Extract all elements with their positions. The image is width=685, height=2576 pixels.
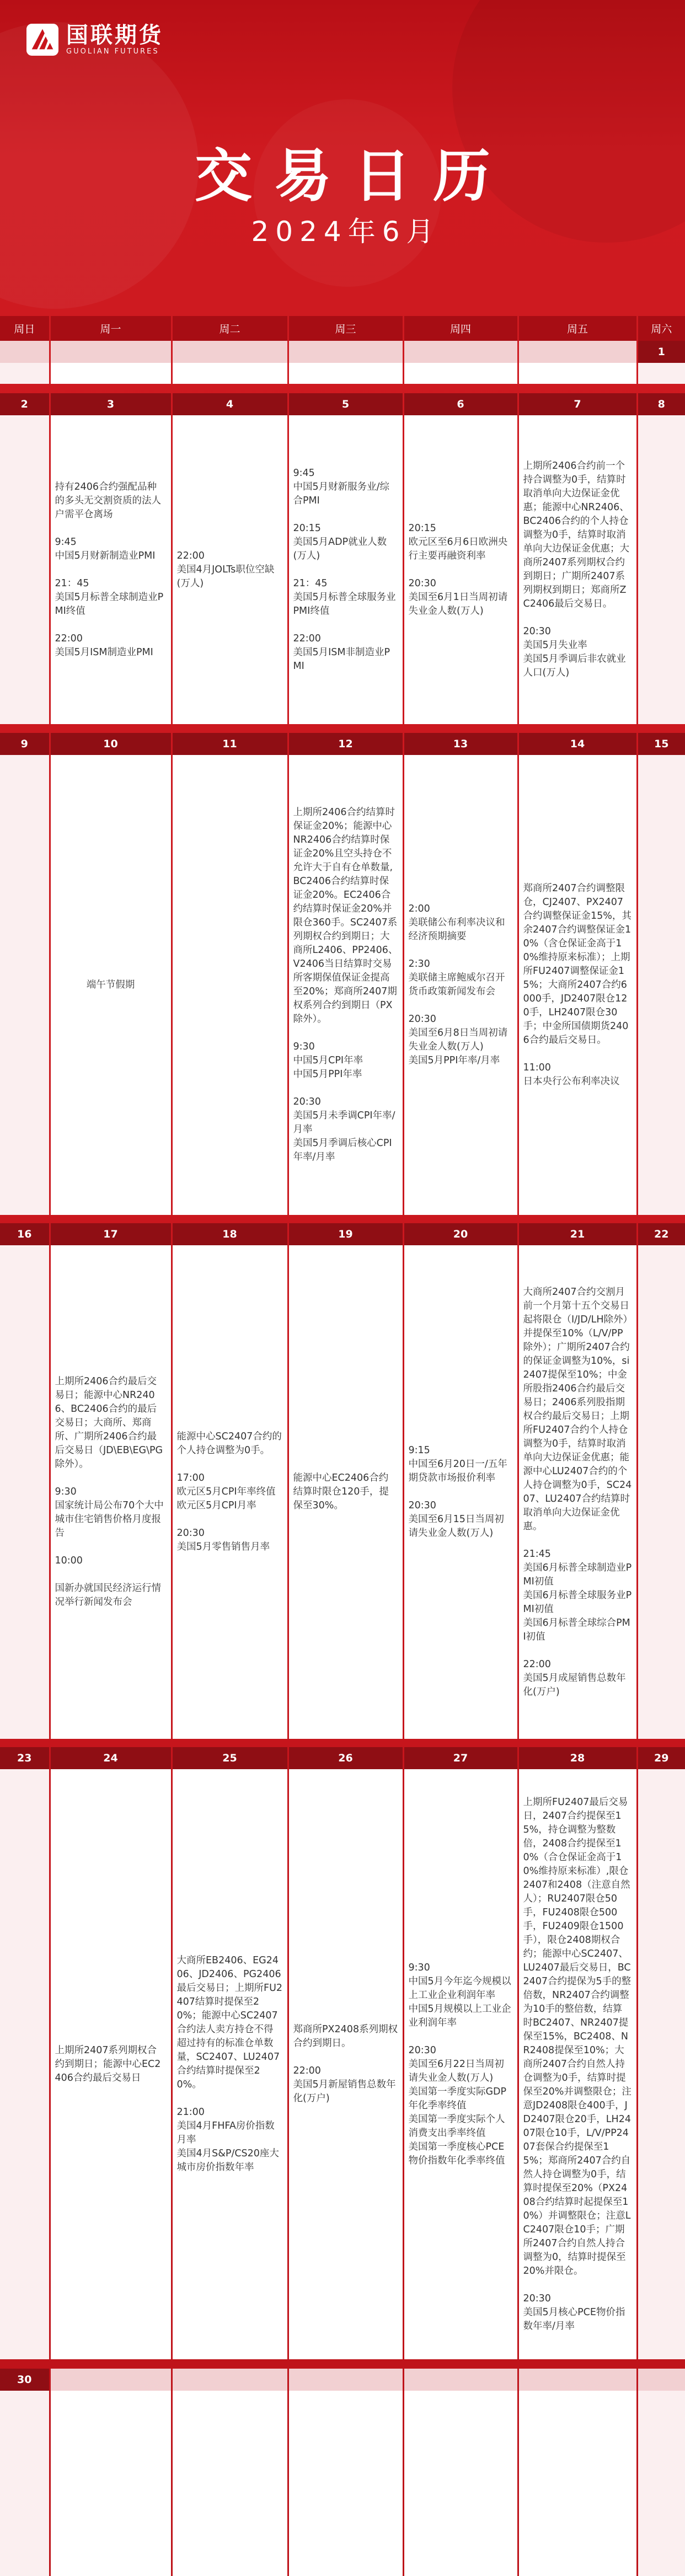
date-number: 23	[0, 1747, 49, 1769]
event-cell	[519, 415, 636, 724]
weekday-header: 周日	[0, 316, 49, 341]
brand-name-en: GUOLIAN FUTURES	[66, 47, 159, 56]
event-cell	[519, 1245, 636, 1739]
date-bar-empty	[289, 2369, 403, 2391]
date-bar-empty	[519, 341, 636, 363]
date-number: 18	[173, 1223, 287, 1245]
event-cell	[173, 1245, 287, 1739]
event-cell	[519, 1769, 636, 2359]
event-text: 大商所2407合约交割月前一个月第十五个交易日起将限仓（I/JD/LH除外）并提保至10%（L/V/PP除外）；广期所2407合约的保证金调整为10%，si2407提保至10%；中金所股指2406合约最后交易日；2406系列股指期权合约最后交易日；上期所FU2407合约个人持仓调整为0手，结算时取消单向大边保证金优惠；能源中心LU2407合约的个人持仓调整为0手，SC2407、LU2407合约结算时取消单向大边保证金优惠。 21:45 美国6月标普全球制造业PMI初值 美国6月标普全球服务业PMI初值 美国6月标普全球综合PMI初值 22:00 美国5月成屋销售总数年化(万户)	[523, 1286, 632, 1697]
event-cell	[51, 415, 171, 724]
date-bar-empty	[519, 2369, 636, 2391]
date-number: 7	[519, 393, 636, 415]
weekday-header: 周六	[638, 316, 685, 341]
date-bar-empty	[404, 2369, 517, 2391]
date-number: 2	[0, 393, 49, 415]
event-cell	[638, 2391, 685, 2576]
event-cell	[404, 363, 517, 384]
date-number: 29	[638, 1747, 685, 1769]
event-cell	[173, 363, 287, 384]
event-text: 上期所FU2407最后交易日，2407合约提保至15%，持仓调整为整数倍，2408合约提保至10%（合仓保证金高于10%维持原来标准）,限仓2407和2408（注意自然人）；RU2407限仓50手，FU2408限仓500手，FU2409限仓1500手），限仓2408期权合约；能源中心SC2407、LU2407最后交易日，BC2407合约提保为5手的整倍数，NR2407合约调整为10手的整倍数，结算时BC2407、NR2407提保至15%，BC2408、NR2408提保至10%；大商所2407合约自然人持仓调整为0手，结算时提保至20%并调整限仓；注意JD2408限仓400手，JD2407限仓20手，LH2407限仓10手，L/V/PP2407套保合约提保至15%；郑商所2407合约自然人持仓调整为0手，结算时提保至20%（PX2408合约结算时起提保至10%）并调整限仓；注意LC2407限仓10手；广期所2407合约自然人持合调整为0，结算时提保至20%并限仓。 20:30 美国5月核心PCE物价指数年率/月率	[523, 1796, 632, 2332]
page-title: 交易日历	[194, 142, 512, 210]
date-number: 3	[51, 393, 171, 415]
weekday-header: 周二	[173, 316, 287, 341]
event-text: 2:00 美联储公布利率决议和经济预期摘要 2:30 美联储主席鲍威尔召开货币政策新闻发布会 20:30 美国至6月8日当周初请失业金人数(万人) 美国5月PPI年率/月率	[408, 903, 508, 1066]
guolian-logo-icon	[26, 24, 58, 56]
event-cell	[404, 2391, 517, 2576]
event-cell	[404, 1245, 517, 1739]
event-text: 9:45 中国5月财新服务业/综合PMI 20:15 美国5月ADP就业人数(万人) 21：45 美国5月标普全球服务业PMI终值 22:00 美国5月ISM非制造业PMI	[293, 467, 396, 672]
event-cell	[638, 363, 685, 384]
event-text: 持有2406合约强配品种的多头无交割资质的法人户需平仓离场 9:45 中国5月财新制造业PMI 21：45 美国5月标普全球制造业PMI终值 22:00 美国5月ISM制造业PMI	[55, 481, 164, 658]
event-text: 上期所2406合约结算时保证金20%；能源中心NR2406合约结算时保证金20%且空头持仓不允许大于自有仓单数量,BC2406合约结算时保证金20%。EC2406合约结算时保证金20%并限仓360手。SC2407系列期权合约到期日；大商所L2406、PP2406、V2406当日结算时交易所客期保值保证金提高至20%；郑商所2407期权系列合约到期日（PX除外）。 9:30 中国5月CPI年率 中国5月PPI年率 20:30 美国5月未季调CPI年率/月率 美国5月季调后核心CPI年率/月率	[293, 807, 398, 1163]
event-text: 郑商所PX2408系列期权合约到期日。 22:00 美国5月新屋销售总数年化(万户)	[293, 2024, 398, 2104]
event-text: 22:00 美国4月JOLTs职位空缺(万人)	[176, 550, 275, 589]
event-text: 20:15 欧元区至6月6日欧洲央行主要再融资利率 20:30 美国至6月1日当周初请失业金人数(万人)	[408, 522, 508, 617]
event-text: 端午节假期	[86, 979, 135, 990]
date-bar-empty	[173, 2369, 287, 2391]
event-text: 大商所EB2406、EG2406、JD2406、PG2406最后交易日；上期所FU2407结算时提保至20%；能源中心SC2407合约法人卖方持仓不得超过持有的标准仓单数量，SC2407、LU2407合约结算时提保至20%。 21:00 美国4月FHFA房价指数月率 美国4月S&P/CS20座大城市房价指数年率	[176, 1955, 283, 2173]
date-number: 30	[0, 2369, 49, 2391]
date-number: 12	[289, 733, 403, 755]
event-cell	[289, 1245, 403, 1739]
event-cell	[51, 1769, 171, 2359]
date-number: 15	[638, 733, 685, 755]
event-cell	[0, 1769, 49, 2359]
weekday-header: 周四	[404, 316, 517, 341]
date-number: 14	[519, 733, 636, 755]
date-number: 24	[51, 1747, 171, 1769]
date-number: 27	[404, 1747, 517, 1769]
event-cell	[173, 755, 287, 1215]
weekday-header: 周一	[51, 316, 171, 341]
event-cell	[51, 1245, 171, 1739]
date-number: 11	[173, 733, 287, 755]
date-number: 17	[51, 1223, 171, 1245]
event-cell	[289, 1769, 403, 2359]
date-bar-empty	[289, 341, 403, 363]
date-number: 9	[0, 733, 49, 755]
date-number: 25	[173, 1747, 287, 1769]
weekday-header: 周五	[519, 316, 636, 341]
brand-name-cn: 国联期货	[66, 23, 163, 48]
event-cell	[289, 363, 403, 384]
date-number: 22	[638, 1223, 685, 1245]
event-cell	[404, 1769, 517, 2359]
event-cell	[519, 2391, 636, 2576]
date-number: 13	[404, 733, 517, 755]
event-cell	[638, 755, 685, 1215]
date-number: 16	[0, 1223, 49, 1245]
event-cell	[289, 415, 403, 724]
date-bar-empty	[51, 2369, 171, 2391]
date-number: 10	[51, 733, 171, 755]
date-number: 6	[404, 393, 517, 415]
date-bar-empty	[638, 2369, 685, 2391]
date-number: 5	[289, 393, 403, 415]
page-subtitle: 2024年6月	[251, 216, 441, 248]
event-text: 能源中心EC2406合约结算时限仓120手，提保至30%。	[293, 1472, 389, 1511]
weekday-header: 周三	[289, 316, 403, 341]
trading-calendar	[0, 316, 685, 2576]
event-cell	[51, 2391, 171, 2576]
event-cell	[289, 755, 403, 1215]
event-text: 上期所2407系列期权合约到期日；能源中心EC2406合约最后交易日	[55, 2044, 161, 2084]
event-cell	[0, 2391, 49, 2576]
date-bar-empty	[404, 341, 517, 363]
date-bar-empty	[0, 341, 49, 363]
event-cell	[173, 415, 287, 724]
date-bar-empty	[173, 341, 287, 363]
date-number: 8	[638, 393, 685, 415]
event-cell	[0, 415, 49, 724]
event-text: 能源中心SC2407合约的个人持仓调整为0手。 17:00 欧元区5月CPI年率终值 欧元区5月CPI月率 20:30 美国5月零售销售月率	[176, 1431, 282, 1552]
event-text: 上期所2406合约最后交易日；能源中心NR2406、BC2406合约的最后交易日；大商所、郑商所、广期所2406合约最后交易日（JD\EB\EG\PG除外）。 9:30 国家统计局公布70个大中城市住宅销售价格月度报告 10:00 国新办就国民经济运行情况举行新闻发布会	[55, 1376, 164, 1608]
event-cell	[173, 1769, 287, 2359]
date-number: 28	[519, 1747, 636, 1769]
event-cell	[638, 1245, 685, 1739]
event-cell	[51, 755, 171, 1215]
date-number: 20	[404, 1223, 517, 1245]
event-cell	[404, 415, 517, 724]
event-cell	[0, 755, 49, 1215]
event-cell	[519, 363, 636, 384]
date-number: 21	[519, 1223, 636, 1245]
date-number: 26	[289, 1747, 403, 1769]
header	[0, 0, 685, 309]
event-cell	[51, 363, 171, 384]
event-cell	[404, 755, 517, 1215]
event-text: 9:15 中国至6月20日一/五年期贷款市场报价利率 20:30 美国至6月15日当周初请失业金人数(万人)	[408, 1445, 507, 1539]
event-cell	[289, 2391, 403, 2576]
event-text: 郑商所2407合约调整限仓，CJ2407、PX2407合约调整保证金15%，其余2407合约调整保证金10%（含仓保证金高于10%维持原来标准）；上期所FU2407调整保证金15%；大商所2407合约6000手，JD2407限仓120手，LH2407限仓30手；中金所国债期货2406合约最后交易日。 11:00 日本央行公布利率决议	[523, 882, 632, 1087]
date-bar-empty	[51, 341, 171, 363]
event-cell	[0, 1245, 49, 1739]
event-cell	[173, 2391, 287, 2576]
event-cell	[519, 755, 636, 1215]
date-number: 4	[173, 393, 287, 415]
event-cell	[0, 363, 49, 384]
event-text: 上期所2406合约前一个持合调整为0手，结算时取消单向大边保证金优惠；能源中心NR2406、BC2406合约的个人持仓调整为0手，结算时取消单向大边保证金优惠；大商所2407系列期权合约到期日；广期所2407系列期权到期日；郑商所ZC2406最后交易日。 20:30 美国5月失业率 美国5月季调后非农就业人口(万人)	[523, 460, 629, 678]
date-number: 1	[638, 341, 685, 363]
brand-logo	[26, 23, 163, 56]
event-text: 9:30 中国5月今年迄今规模以上工业企业利润年率 中国5月规模以上工业企业利润年率 20:30 美国至6月22日当周初请失业金人数(万人) 美国第一季度实际GDP年化季率终值 美国第一季度实际个人消费支出季率终值 美国第一季度核心PCE物价指数年化季率终值	[408, 1962, 511, 2166]
event-cell	[638, 415, 685, 724]
date-number: 19	[289, 1223, 403, 1245]
event-cell	[638, 1769, 685, 2359]
